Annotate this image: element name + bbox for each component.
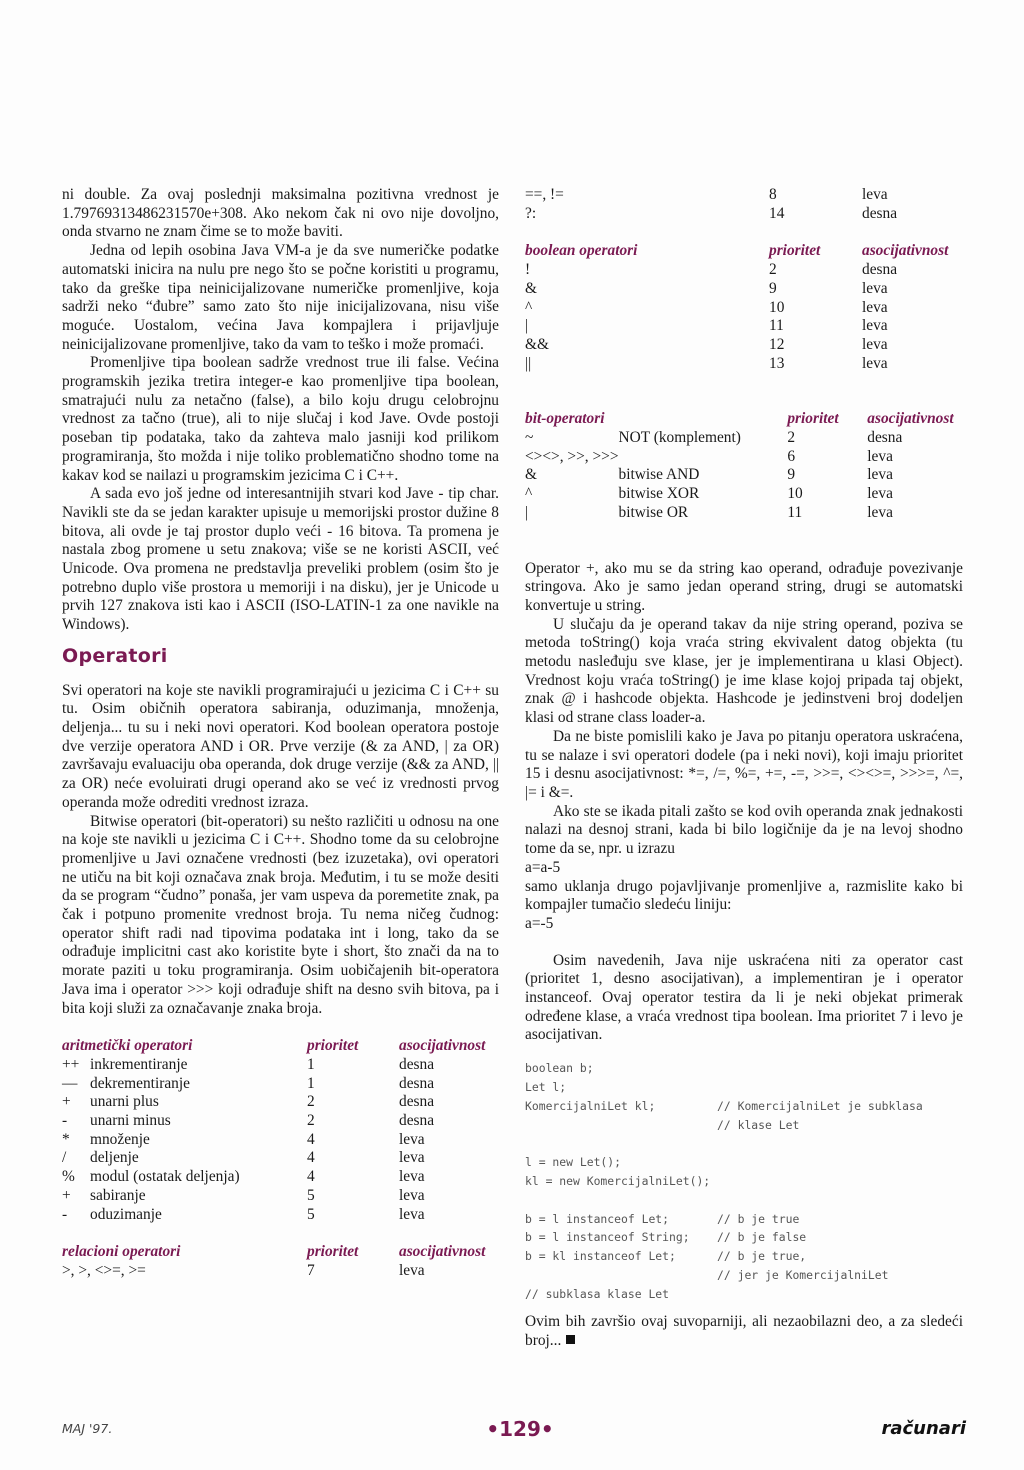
table-cell: - xyxy=(62,1205,68,1223)
table-cell: leva xyxy=(399,1186,425,1204)
table-cell: bitwise XOR xyxy=(618,485,700,503)
table-cell: leva xyxy=(862,298,888,316)
paragraph: Ako ste se ikada pitali zašto se kod ovih operanda znak jednakosti nalazi na desnoj strani, kada bi bilo logičnije da je na levoj shodno tome da se, npr. u izrazu xyxy=(525,802,963,858)
code-line: kl = new KomercijalniLet(); xyxy=(525,1173,711,1188)
table-cell: / xyxy=(62,1149,67,1167)
code-line: b = kl instanceof Let; // b je true, xyxy=(525,1249,807,1264)
table-cell: 10 xyxy=(787,485,803,503)
table-cell: bitwise OR xyxy=(618,503,689,521)
table-cell: 1 xyxy=(307,1055,315,1073)
code-line: // jer je KomercijalniLet xyxy=(525,1267,889,1282)
table-cell: ^ xyxy=(525,298,533,316)
table-cell: desna xyxy=(862,204,898,222)
table-cell: leva xyxy=(862,317,888,335)
paragraph: Operator +, ako mu se da string kao operand, odrađuje povezivanje stringova. Ako je samo jedan operand string, drugi se automatski konvertuje u string. xyxy=(525,559,963,614)
code-line: a=a-5 xyxy=(525,858,561,876)
table-header: bit-operatori xyxy=(525,410,605,428)
arithmetic-operators-table xyxy=(62,1037,499,1224)
table-header: prioritet xyxy=(787,410,839,428)
table-cell: <><>, >>, >>> xyxy=(525,447,619,465)
table-cell: ^ xyxy=(525,485,533,503)
table-cell: leva xyxy=(399,1205,425,1223)
table-cell: & xyxy=(525,279,537,297)
table-row xyxy=(525,448,963,467)
table-cell: | xyxy=(525,317,529,335)
table-cell: unarni minus xyxy=(90,1112,171,1130)
table-cell: dekrementiranje xyxy=(90,1074,190,1092)
table-cell: 2 xyxy=(769,261,777,279)
table-row xyxy=(62,1093,499,1112)
table-cell: 5 xyxy=(307,1186,315,1204)
table-row xyxy=(62,1187,499,1206)
table-cell: leva xyxy=(862,335,888,353)
closing-paragraph xyxy=(525,1313,963,1350)
table-cell: leva xyxy=(867,447,893,465)
page-number: •129• xyxy=(486,1417,554,1441)
table-cell: leva xyxy=(399,1149,425,1167)
table-cell: desna xyxy=(399,1112,435,1130)
table-cell: + xyxy=(62,1093,71,1111)
table-cell: leva xyxy=(867,503,893,521)
table-cell: 9 xyxy=(769,279,777,297)
page-footer xyxy=(0,1417,1024,1447)
table-cell: ++ xyxy=(62,1055,80,1073)
table-cell: sabiranje xyxy=(90,1186,146,1204)
table-row xyxy=(525,299,962,318)
paragraph: samo uklanja drugo pojavljivanje promenljive a, razmislite kako bi kompajler tumačio sledeću liniju: xyxy=(525,877,963,914)
table-cell: | xyxy=(525,503,529,521)
magazine-name: računari xyxy=(881,1418,966,1439)
code-line: // subklasa klase Let xyxy=(525,1286,670,1301)
table-cell: 14 xyxy=(769,204,785,222)
table-row xyxy=(525,466,963,485)
table-cell: 11 xyxy=(787,503,803,521)
table-row xyxy=(525,504,963,523)
issue-date: MAJ '97. xyxy=(62,1421,113,1436)
table-header-row xyxy=(525,242,962,261)
code-line: a=-5 xyxy=(525,914,554,932)
table-cell: leva xyxy=(399,1168,425,1186)
code-line xyxy=(525,1134,963,1153)
table-cell: desna xyxy=(399,1055,435,1073)
table-cell: 4 xyxy=(307,1130,315,1148)
table-header-row xyxy=(525,410,963,429)
table-header-row xyxy=(62,1037,499,1056)
table-cell: leva xyxy=(862,279,888,297)
code-line: b = l instanceof Let; // b je true xyxy=(525,1211,800,1226)
table-cell: & xyxy=(525,466,537,484)
table-cell xyxy=(619,448,788,467)
paragraph: Svi operatori na koje ste navikli programirajući u jezicima C i C++ su tu. Osim običnih operatora sabiranja, oduzimanja, množenja, deljenja... tu su i neki novi operatori. Kod boolean operatora postoje dve verzije operatora AND i OR. Prve verzije (& za AND, | za OR) završavaju evaluaciju oba operanda, dok druge verzije (&& za AND, || za OR) neće evoluirati drugi operand ako se već iz vrednosti prvog operanda može odrediti vrednost izraza. xyxy=(62,681,499,811)
table-cell: 4 xyxy=(307,1168,315,1186)
table-cell: 2 xyxy=(307,1093,315,1111)
table-cell: 10 xyxy=(769,298,785,316)
relational-operators-table-continued xyxy=(525,186,962,223)
table-row xyxy=(525,429,963,448)
table-cell: modul (ostatak deljenja) xyxy=(90,1168,240,1186)
paragraph: A sada evo još jedne od interesantnijih stvari kod Jave - tip char. Navikli ste da se jedan karakter upisuje u memorijski prostor dužine 8 bitova, ali ovde je taj prostor duplo veći - 16 bitova. Ta promena je nastala zbog promene u setu znakova; više se ne koristi ASCII, već Unicode. Ova promena ne predstavlja preveliki problem (osim što je potrebno duplo više prostora u memoriji i na disku), jer je Unicode u prvih 127 znakova isti kao i ASCII (ISO-LATIN-1 za one navikle na Windows). xyxy=(62,485,499,634)
table-row xyxy=(525,317,962,336)
table-header: asocijativnost xyxy=(867,410,954,428)
table-cell: 5 xyxy=(307,1205,315,1223)
table-header: asocijativnost xyxy=(862,242,949,260)
table-cell: 12 xyxy=(769,335,785,353)
table-row xyxy=(62,1262,499,1281)
table-cell: deljenje xyxy=(90,1149,139,1167)
table-row xyxy=(525,205,962,224)
table-cell: || xyxy=(525,354,532,372)
table-header: relacioni operatori xyxy=(62,1243,181,1261)
right-column xyxy=(525,186,963,1351)
table-row xyxy=(525,280,962,299)
code-line: KomercijalniLet kl; // KomercijalniLet je subklasa xyxy=(525,1098,923,1113)
table-cell: leva xyxy=(862,186,888,203)
code-line: boolean b; xyxy=(525,1061,594,1076)
table-cell: inkrementiranje xyxy=(90,1055,188,1073)
table-cell: desna xyxy=(862,261,898,279)
table-cell: 13 xyxy=(769,354,785,372)
table-cell: 7 xyxy=(307,1261,315,1279)
table-header: asocijativnost xyxy=(399,1037,486,1055)
table-cell: ?: xyxy=(525,204,537,222)
end-of-article-mark xyxy=(566,1335,575,1344)
closing-text: Ovim bih završio ovaj suvoparniji, ali nezaobilazni deo, a za sledeći broj... xyxy=(525,1313,963,1350)
table-cell: 8 xyxy=(769,186,777,203)
table-cell: && xyxy=(525,335,549,353)
table-cell: unarni plus xyxy=(90,1093,159,1111)
table-row xyxy=(525,186,962,205)
table-header-row xyxy=(62,1243,499,1262)
section-heading: Operatori xyxy=(62,644,168,667)
table-header: prioritet xyxy=(769,242,821,260)
code-listing xyxy=(525,1059,963,1303)
code-line: b = l instanceof String; // b je false xyxy=(525,1230,807,1245)
table-cell: množenje xyxy=(90,1130,150,1148)
table-cell: desna xyxy=(399,1074,435,1092)
left-column xyxy=(62,186,499,1281)
code-line: Let l; xyxy=(525,1079,567,1094)
paragraph: ni double. Za ovaj poslednji maksimalna pozitivna vrednost je 1.79769313486231570e+308. Ako nekom čak ni ovo nije dovoljno, onda stvarno ne znam čime se to može baviti. xyxy=(62,186,499,241)
table-cell: >, >, <>=, >= xyxy=(62,1261,146,1279)
table-cell: desna xyxy=(867,429,903,447)
table-row xyxy=(62,1075,499,1094)
table-cell: 6 xyxy=(787,447,796,465)
table-cell: % xyxy=(62,1168,75,1186)
table-cell: - xyxy=(62,1112,68,1130)
table-cell: desna xyxy=(399,1093,435,1111)
relational-operators-table xyxy=(62,1243,499,1280)
paragraph: Da ne biste pomislili kako je Java po pitanju operatora uskraćena, tu se nalaze i svi operatori dodele (pa i neki novi), koji imaju prioritet 15 i desnu asocijativnost: *=, /=, %=, +=, -=, >>=, <><>=, >>>=, ^=, |= i &=. xyxy=(525,727,963,801)
code-line: l = new Let(); xyxy=(525,1155,622,1170)
table-header: prioritet xyxy=(307,1037,359,1055)
table-cell: 9 xyxy=(787,466,796,484)
paragraph: Jedna od lepih osobina Java VM-a je da sve numeričke podatke automatski inicira na nulu pre nego što se počne koristiti u programu, tako da greške tipa neinicijalizovane numeričke promenljive, koja sadrži neko “đubre” samo zato što nije inicijalizovana, nisu više moguće. Uostalom, većina Java kompajlera i prijavljuje neinicijalizovane promenljive, tako da vam to teško i može promaći. xyxy=(62,242,499,353)
table-row xyxy=(525,485,963,504)
table-header: prioritet xyxy=(307,1243,359,1261)
table-cell: 11 xyxy=(769,317,784,335)
paragraph: Osim navedenih, Java nije uskraćena niti za operator cast (prioritet 1, desno asocijativan), a implementiran je i operator instanceof. Ovaj operator testira da li je neki objekat primerak određene klase, a vraća vrednost tipa boolean. Ima prioritet 7 i levo je asocijativan. xyxy=(525,951,963,1044)
table-cell: leva xyxy=(867,485,893,503)
table-row xyxy=(62,1112,499,1131)
code-line: // klase Let xyxy=(525,1117,800,1132)
table-cell: 1 xyxy=(307,1074,315,1092)
table-header: aritmetički operatori xyxy=(62,1037,193,1055)
table-header: asocijativnost xyxy=(399,1243,486,1261)
table-row xyxy=(62,1168,499,1187)
table-row xyxy=(62,1149,499,1168)
table-cell: oduzimanje xyxy=(90,1205,162,1223)
code-line xyxy=(525,1191,963,1210)
table-header: boolean operatori xyxy=(525,242,638,260)
paragraph: U slučaju da je operand takav da nije string operand, poziva se metoda toString() koja vraća string ekvivalent datog objekta (tu metodu nasleđuju sve klase, jer je implementirana u klasi Object). Vrednost koju vraća toString() je ime klase kojoj pripada taj objekt, znak @ i hashcode objekta. Hashcode je jedinstveni broj dodeljen klasi od strane class loader-a. xyxy=(525,615,963,727)
table-cell: NOT (komplement) xyxy=(618,429,741,447)
table-cell: leva xyxy=(867,466,893,484)
table-row xyxy=(525,336,962,355)
table-row xyxy=(62,1056,499,1075)
table-cell: leva xyxy=(399,1130,425,1148)
table-cell: leva xyxy=(399,1261,425,1279)
table-cell: ! xyxy=(525,261,531,279)
table-row xyxy=(525,261,962,280)
table-cell: ~ xyxy=(525,429,534,447)
table-cell: — xyxy=(62,1074,78,1092)
paragraph: Bitwise operatori (bit-operatori) su nešto različiti u odnosu na one na koje ste navikli u jezicima C i C++. Shodno tome da su celobrojne promenljive u Javi označene vrednosti (bez izuzetaka), ovi operatori ne utiču na bit koji označava znak broja. Međutim, i tu se može desiti da se program “čudno” ponaša, jer vam uspeva da poremetite znak, pa čak i potpuno promenite vrednost broja. Tu nema ničeg čudnog: operator shift radi nad tipovima podataka int i long, tako da se odrađuje implicitni cast ako koristite byte i short, što znači da na to morate paziti u toku programiranja. Osim uobičajenih bit-operatora Java ima i operator >>> koji odrađuje shift na desno svih bitova, pa i bita koji služi za označavanje znaka broja. xyxy=(62,812,499,1017)
table-row xyxy=(62,1131,499,1150)
bit-operators-table xyxy=(525,410,963,522)
table-cell: bitwise AND xyxy=(618,466,700,484)
table-cell: + xyxy=(62,1186,71,1204)
paragraph: Promenljive tipa boolean sadrže vrednost true ili false. Većina programskih jezika tretira integer-e kao promenljive tipa boolean, smatrajući nulu za netačno (false), a bilo koju drugu celobrojnu vrednost za tačno (true), ali to nije slučaj i kod Jave. Ovde postoji poseban tip podataka, tako da zahteva malo jasniji kod prilikom programiranja, što možda i nije toliko problematično shodno tome na kakav kod se nailazi u programskim jezicima C i C++. xyxy=(62,354,499,484)
table-cell: 2 xyxy=(787,429,796,447)
table-cell: * xyxy=(62,1130,70,1148)
table-row xyxy=(62,1206,499,1225)
boolean-operators-table xyxy=(525,242,962,373)
table-cell: 2 xyxy=(307,1112,315,1130)
table-cell: leva xyxy=(862,354,888,372)
table-row xyxy=(525,355,962,374)
table-cell: 4 xyxy=(307,1149,315,1167)
table-cell: ==, != xyxy=(525,186,564,203)
